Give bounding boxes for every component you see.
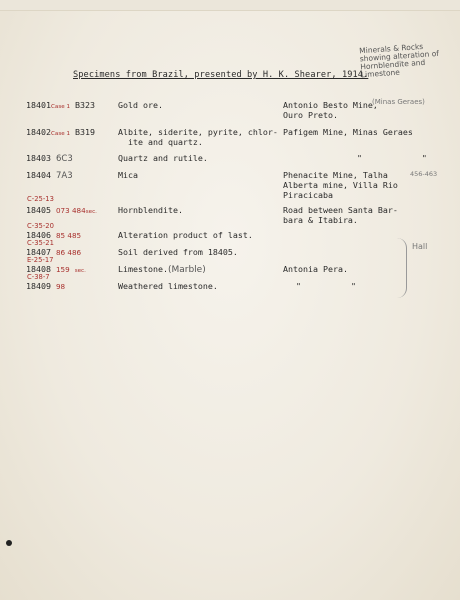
specimen-locality: Road between Santa Bar- bara & Itabira. [283,205,398,225]
specimen-description: Hornblendite. [118,205,183,215]
specimen-description: Mica [118,170,138,180]
specimen-number: 18403 6C3 [26,153,73,164]
ink-spot [6,540,12,546]
specimen-description: Gold ore. [118,100,163,110]
red-catalog-tag: C-25-13 [27,195,54,203]
range-note: 456-463 [410,170,438,178]
page-top-strip [0,0,460,11]
pencil-brace [392,238,407,298]
specimen-description: Albite, siderite, pyrite, chlor- ite and quartz. [118,127,278,147]
specimen-description: Quartz and rutile. [118,153,208,163]
specimen-locality: " " [357,153,427,163]
specimen-locality: Antonia Pera. [283,264,348,274]
specimen-number: 18406 85 485 [26,230,82,240]
specimen-number: 18402Case 1 B319 [26,127,95,137]
specimen-number: 18408 159 sec. [26,264,86,274]
specimen-number: 18401Case 1 B323 [26,100,95,110]
specimen-number: 18404 7A3 [26,170,73,181]
specimen-description: Soil derived from 18405. [118,247,238,257]
specimen-locality: Pafigem Mine, Minas Geraes [283,127,413,137]
red-catalog-tag: C-35-20 [27,222,54,230]
specimen-description: Weathered limestone. [118,281,218,291]
specimen-number: 18407 86 486 [26,247,82,257]
specimen-locality: " " [296,281,356,291]
red-catalog-tag: C-38-7 [27,273,50,281]
specimen-locality: Antonio Besto Mine, Ouro Preto. [283,100,378,120]
locality-handwritten: (Minas Geraes) [372,98,425,106]
handwritten-note: Minerals & Rocks showing alteration of Hornblendite and Limestone [358,41,440,80]
specimen-locality: Phenacite Mine, Talha Alberta mine, Villa Rio Piracicaba [283,170,398,200]
specimen-description: Limestone.(Marble) [118,264,206,275]
hall-note: Hall [412,242,428,251]
page-title: Specimens from Brazil, presented by H. K. Shearer, 1914. [73,70,369,80]
red-catalog-tag: E-25-17 [27,256,54,264]
red-catalog-tag: C-35-21 [27,239,54,247]
specimen-number: 18409 98 [26,281,66,291]
specimen-number: 18405 073 484sec. [26,205,97,215]
specimen-description: Alteration product of last. [118,230,253,240]
